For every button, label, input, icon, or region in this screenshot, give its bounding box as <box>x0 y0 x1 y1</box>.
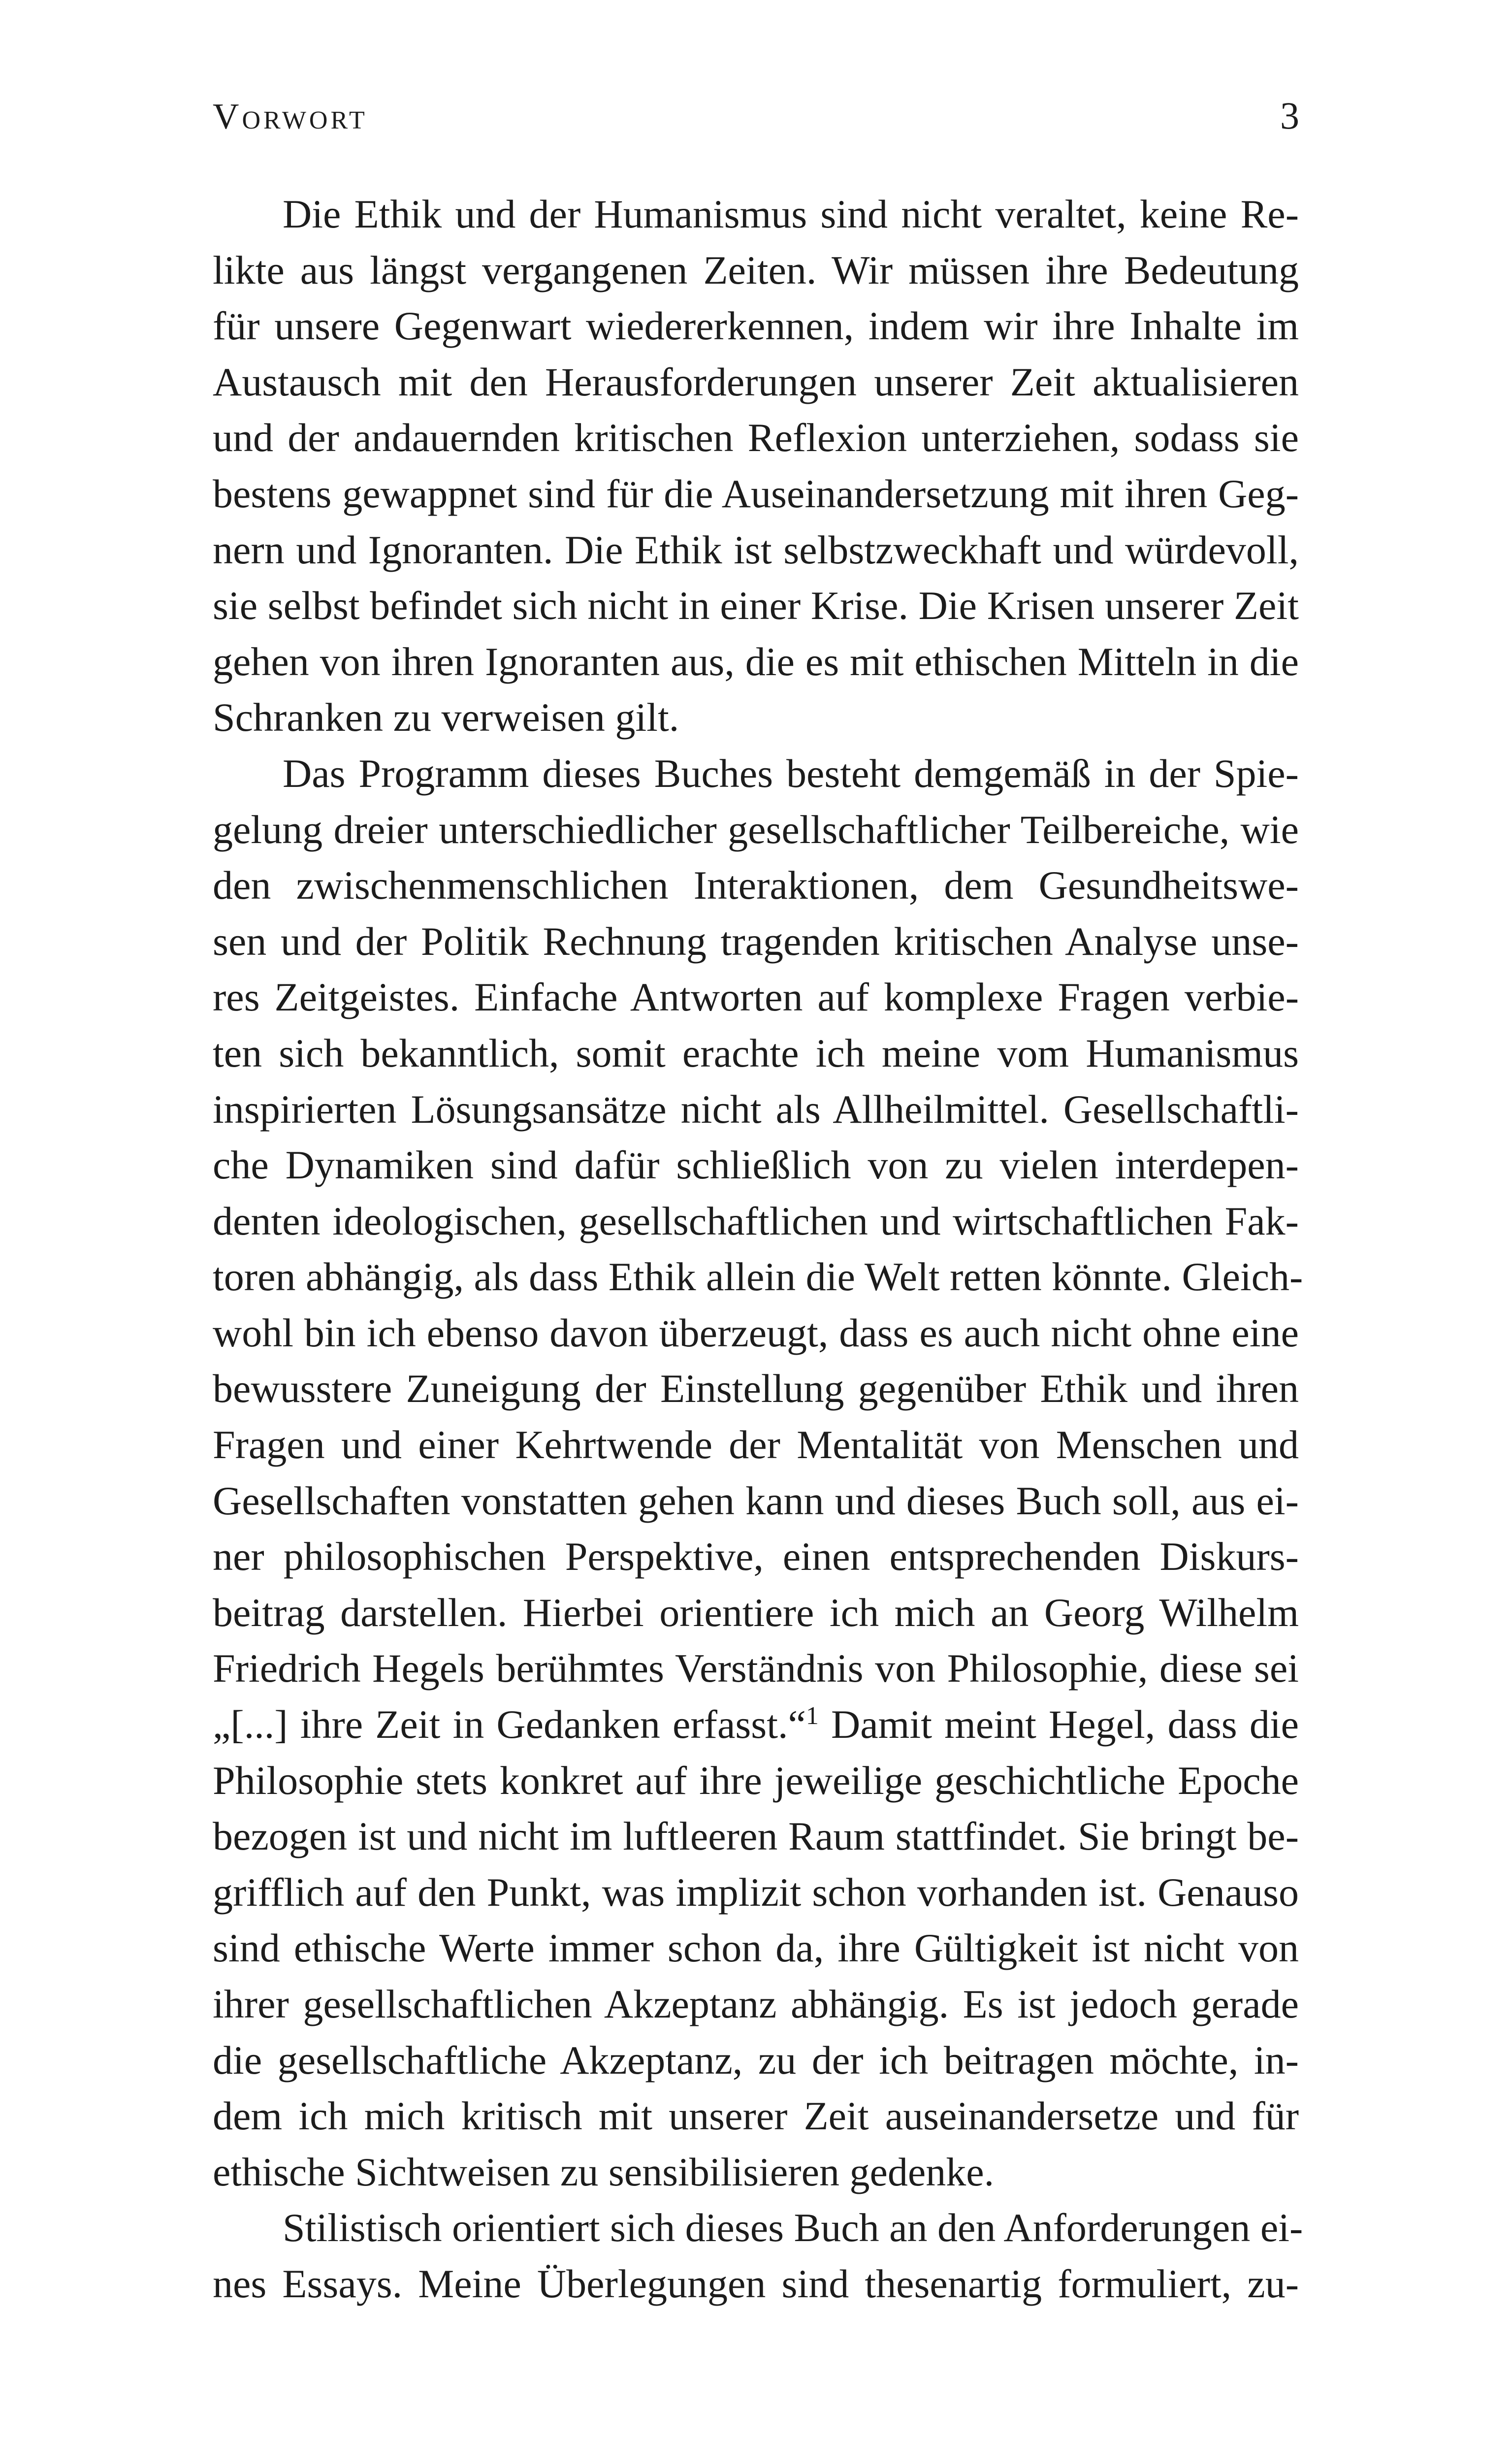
text-line: und der andauernden kritischen Reflexion unterziehen, sodass sie <box>213 415 1299 460</box>
text-line: grifflich auf den Punkt, was implizit schon vorhanden ist. Genauso <box>213 1869 1299 1915</box>
text-line: Austausch mit den Herausforderungen unserer Zeit aktualisieren <box>213 359 1299 404</box>
text-line: wohl bin ich ebenso davon überzeugt, dass es auch nicht ohne eine <box>213 1310 1299 1355</box>
text-line: ethische Sichtweisen zu sensibilisieren gedenke. <box>213 2149 995 2194</box>
text-line: sind ethische Werte immer schon da, ihre Gültigkeit ist nicht von <box>213 1925 1299 1971</box>
text-line: nern und Ignoranten. Die Ethik ist selbstzweckhaft und würdevoll, <box>213 527 1299 572</box>
paragraph <box>213 186 1299 746</box>
text-line: Die Ethik und der Humanismus sind nicht veraltet, keine Re- <box>283 192 1299 236</box>
text-line: sen und der Politik Rechnung tragenden kritischen Analyse unse- <box>213 918 1299 964</box>
text-line: beitrag darstellen. Hierbei orientiere ich mich an Georg Wilhelm <box>213 1590 1299 1635</box>
text-line: ten sich bekanntlich, somit erachte ich meine vom Humanismus <box>213 1030 1299 1075</box>
quote-continuation: Damit meint Hegel, dass die <box>818 1702 1299 1747</box>
text-line: für unsere Gegenwart wiedererkennen, indem wir ihre Inhalte im <box>213 303 1299 349</box>
text-line: Stilistisch orientiert sich dieses Buch an den Anforderungen ei- <box>283 2205 1303 2250</box>
text-line: sie selbst befindet sich nicht in einer Krise. Die Krisen unserer Zeit <box>213 583 1299 628</box>
body-text <box>213 186 1303 2312</box>
text-line: Gesellschaften vonstatten gehen kann und dieses Buch soll, aus ei- <box>213 1478 1299 1523</box>
text-line: Philosophie stets konkret auf ihre jeweilige geschichtliche Epoche <box>213 1758 1299 1803</box>
text-line: ner philosophischen Perspektive, einen entsprechenden Diskurs- <box>213 1534 1299 1579</box>
text-line: gelung dreier unterschiedlicher gesellschaftlicher Teilbereiche, wie <box>213 807 1299 852</box>
hegel-quote: „[...] ihre Zeit in Gedanken erfasst.“ <box>213 1702 806 1747</box>
footnote-marker[interactable]: 1 <box>805 1702 819 1730</box>
text-line: den zwischenmenschlichen Interaktionen, dem Gesundheitswe- <box>213 863 1299 908</box>
text-line: Das Programm dieses Buches besteht demgemäß in der Spie- <box>283 750 1299 796</box>
paragraph <box>213 746 1303 2200</box>
text-line: Friedrich Hegels berühmtes Verständnis von Philosophie, diese sei <box>213 1646 1299 1691</box>
text-line: bewusstere Zuneigung der Einstellung gegenüber Ethik und ihren <box>213 1366 1299 1411</box>
text-line: bestens gewappnet sind für die Auseinandersetzung mit ihren Geg- <box>213 471 1299 516</box>
text-line: che Dynamiken sind dafür schließlich von zu vielen interdepen- <box>213 1142 1299 1188</box>
running-title: Vorwort <box>213 97 368 137</box>
text-line: bezogen ist und nicht im luftleeren Raum stattfindet. Sie bringt be- <box>213 1814 1299 1859</box>
text-line: denten ideologischen, gesellschaftlichen und wirtschaftlichen Fak- <box>213 1198 1299 1243</box>
text-line: inspirierten Lösungsansätze nicht als Allheilmittel. Gesellschaftli- <box>213 1086 1299 1132</box>
quote-line <box>213 1696 1299 1753</box>
text-line: res Zeitgeistes. Einfache Antworten auf komplexe Fragen verbie- <box>213 975 1299 1020</box>
paragraph <box>213 2200 1303 2312</box>
running-head <box>213 94 1299 148</box>
text-line: Schranken zu verweisen gilt. <box>213 695 679 740</box>
text-line: nes Essays. Meine Überlegungen sind thesenartig formuliert, zu- <box>213 2261 1299 2306</box>
text-line: likte aus längst vergangenen Zeiten. Wir müssen ihre Bedeutung <box>213 247 1299 293</box>
page-number: 3 <box>1280 94 1299 137</box>
text-line: toren abhängig, als dass Ethik allein die Welt retten könnte. Gleich- <box>213 1254 1303 1300</box>
text-line: dem ich mich kritisch mit unserer Zeit auseinandersetze und für <box>213 2093 1299 2139</box>
text-line: Fragen und einer Kehrtwende der Mentalität von Menschen und <box>213 1422 1299 1467</box>
text-line: ihrer gesellschaftlichen Akzeptanz abhängig. Es ist jedoch gerade <box>213 1982 1299 2026</box>
text-line: gehen von ihren Ignoranten aus, die es mit ethischen Mitteln in die <box>213 639 1299 684</box>
text-line: die gesellschaftliche Akzeptanz, zu der ich beitragen möchte, in- <box>213 2037 1299 2083</box>
